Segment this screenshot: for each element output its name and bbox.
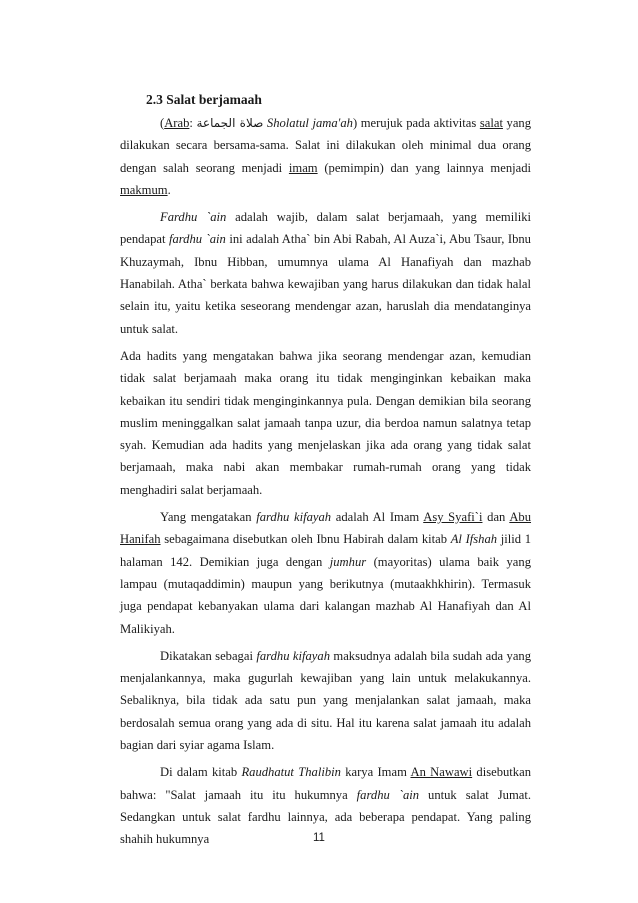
term-fardhu-ain: fardhu `ain (356, 787, 420, 802)
link-imam[interactable]: imam (288, 160, 318, 175)
text-run: ) merujuk pada aktivitas (352, 116, 480, 130)
paragraph-kifayah-meaning (120, 645, 531, 756)
text-run: (mayoritas) ulama baik yang lampau (mutaqaddimin) maupun yang berikutnya (mutaakhkhirin). Termasuk juga pendapat kebanyakan ulama dari kalangan mazhab Al Hanafiyah dan Al Malikiyah. (120, 554, 531, 636)
page-number: 11 (313, 832, 325, 844)
text-run: disebutkan bahwa: "Salat jamaah itu itu hukumnya (120, 765, 531, 802)
link-salat[interactable]: salat (479, 116, 503, 130)
link-arab[interactable]: Arab (164, 116, 190, 130)
link-abu-hanifah[interactable]: Abu Hanifah (120, 510, 532, 547)
section-heading: 2.3 Salat berjamaah (146, 92, 262, 107)
text-run: Di dalam kitab (160, 765, 242, 780)
text-run: (pemimpin) dan yang lainnya menjadi (317, 160, 532, 175)
text-run: sebagaimana disebutkan oleh Ibnu Habirah dalam kitab (160, 532, 451, 547)
text-run: dan (482, 510, 510, 525)
text-run: Dikatakan sebagai (160, 648, 257, 663)
link-an-nawawi[interactable]: An Nawawi (410, 765, 473, 780)
text-run: karya Imam (340, 765, 411, 780)
term-fardhu-ain: fardhu `ain (168, 232, 226, 247)
text-run: adalah Al Imam (331, 510, 424, 525)
text-run: . (167, 182, 171, 197)
paragraph-fardhu-ain (120, 206, 531, 340)
text-run: maksudnya adalah bila sudah ada yang menjalankannya, maka gugurlah kewajiban yang lain untuk melakukannya. Sebaliknya, bila tidak ada satu pun yang menjalankan salat jamaah, maka berdosalah semua orang yang ada di situ. Hal itu karena salat jamaah itu adalah bagian dari syiar agama Islam. (120, 648, 532, 753)
link-makmum[interactable]: makmum (120, 182, 168, 197)
text-run: Yang mengatakan (160, 510, 257, 525)
text-run: ini adalah Atha` bin Abi Rabah, Al Auza`i, Abu Tsaur, Ibnu Khuzaymah, Ibnu Hibban, umumnya ulama Al Hanafiyah dan mazhab Hanabilah. Atha` berkata bahwa kewajiban yang harus dilakukan dan tidak halal selain itu, yaitu ketika seseorang mendengar azan, haruslah dia mendatanginya untuk salat. (120, 232, 531, 336)
term-fardhu-kifayah: fardhu kifayah (256, 648, 330, 663)
text-run: jilid 1 halaman 142. Demikian juga dengan (120, 532, 531, 569)
term-fardhu-kifayah: fardhu kifayah (256, 510, 332, 525)
term-fardhu-ain: Fardhu `ain (160, 210, 227, 225)
text-run: adalah wajib, dalam salat berjamaah, yang memiliki pendapat (120, 210, 532, 247)
text-run: ( (160, 116, 165, 130)
body-text (120, 112, 531, 851)
paragraph-fardhu-kifayah (120, 506, 531, 640)
transliteration: Sholatul jama'ah (266, 116, 353, 130)
text-run: untuk salat Jumat. Sedangkan untuk salat fardhu lainnya, ada beberapa pendapat. Yang paling shahih hukumnya (120, 787, 531, 847)
text-run: : (189, 116, 193, 130)
term-al-ifshah: Al Ifshah (450, 532, 498, 547)
paragraph-hadits: Ada hadits yang mengatakan bahwa jika seorang mendengar azan, kemudian tidak salat berjamaah maka orang itu tidak menginginkan kebaikan maka kebaikan itu sendiri tidak menginginkannya pula. Dengan demikian bila seorang muslim meninggalkan salat jamaah tanpa uzur, dia berdoa namun salatnya tetap syah. Kemudian ada hadits yang menjelaskan jika ada orang yang tidak salat berjamaah, maka nabi akan membakar rumah-rumah orang yang tidak menghadiri salat berjamaah. (120, 348, 531, 497)
paragraph-definition (120, 112, 531, 201)
text-run: yang dilakukan secara bersama-sama. Salat ini dilakukan oleh minimal dua orang dengan salah seorang menjadi (120, 116, 532, 175)
term-raudhatut-thalibin: Raudhatut Thalibin (241, 765, 341, 780)
link-asy-syafii[interactable]: Asy Syafi`i (423, 510, 483, 525)
term-jumhur: jumhur (329, 554, 367, 569)
arabic-text: صلاة الجماعة (196, 116, 264, 130)
